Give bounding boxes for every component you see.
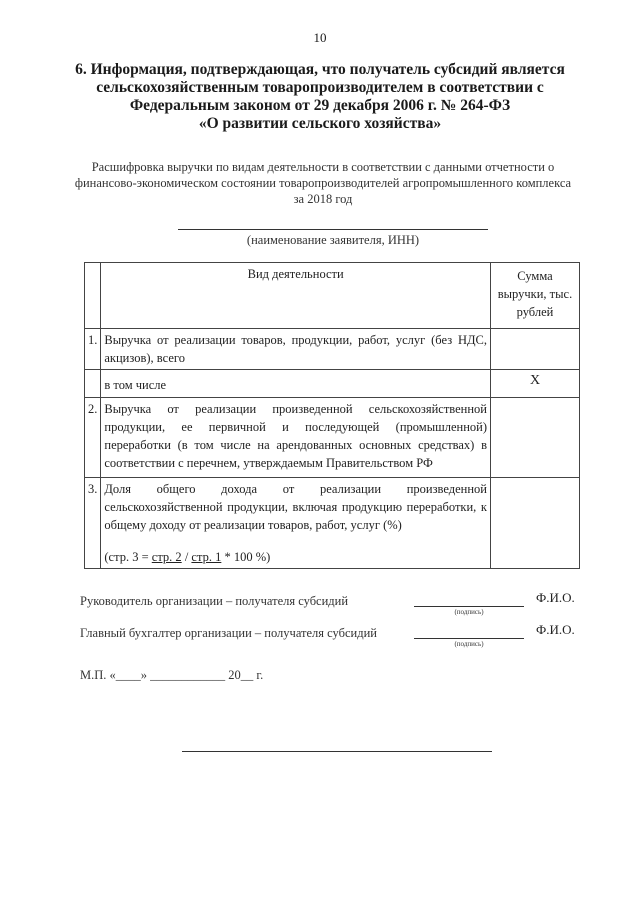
row-value-cell: Х (491, 370, 580, 398)
header-activity: Вид деятельности (101, 263, 491, 329)
table-row (85, 329, 580, 370)
signature-caption: (подпись) (454, 608, 484, 616)
subheading-line: за 2018 год (293, 192, 353, 206)
heading-line: «О развитии сельского хозяйства» (198, 115, 442, 132)
formula-separator: / (181, 550, 192, 564)
table-row (85, 478, 580, 569)
signature-line[interactable] (414, 638, 524, 639)
applicant-caption: (наименование заявителя, ИНН) (246, 233, 420, 247)
signature-fio: Ф.И.О. (536, 622, 575, 637)
heading-line: Федеральным законом от 29 декабря 2006 г. № 264-ФЗ (129, 97, 511, 114)
row-value-cell[interactable] (491, 329, 580, 370)
section-heading (60, 61, 580, 133)
bottom-line (182, 751, 492, 752)
table-header-row (85, 263, 580, 329)
row-text: в том числе (101, 370, 491, 398)
applicant-name-line[interactable] (178, 229, 488, 230)
signature-label: Главный бухгалтер организации – получателя субсидий (80, 626, 377, 640)
row-value-cell[interactable] (491, 398, 580, 478)
formula-suffix: * 100 %) (221, 550, 271, 564)
page-number: 10 (313, 30, 327, 45)
heading-line: 6. Информация, подтверждающая, что получатель субсидий является (75, 61, 565, 78)
row-number: 1. (85, 329, 101, 370)
signature-fio: Ф.И.О. (536, 590, 575, 605)
row-text-cell (101, 478, 491, 569)
row-text: Выручка от реализации товаров, продукции, работ, услуг (без НДС, акцизов), всего (101, 329, 491, 370)
row-text: Выручка от реализации произведенной сельскохозяйственной продукции, ее первичной и последующей (промышленной) переработки (в том числе на арендованных основных средствах) в соответствии с перечнем, утверждаемым Правительством РФ (101, 398, 491, 478)
row-number (85, 370, 101, 398)
row-number: 2. (85, 398, 101, 478)
row-text: Доля общего дохода от реализации произведенной сельскохозяйственной продукции, включая продукцию переработки, к общему доходу от реализации товаров, работ, услуг (%) (104, 482, 487, 532)
signature-label: Руководитель организации – получателя субсидий (80, 594, 349, 608)
header-num-cell (85, 263, 101, 329)
formula-ref-row2: стр. 2 (151, 550, 182, 564)
table-row (85, 398, 580, 478)
signature-line[interactable] (414, 606, 524, 607)
row-number: 3. (85, 478, 101, 569)
revenue-table (84, 262, 580, 569)
row-value-cell[interactable] (491, 478, 580, 569)
table-row (85, 370, 580, 398)
subheading-line: финансово-экономическом состоянии товаропроизводителей агропромышленного комплекса (74, 176, 572, 190)
subheading-line: Расшифровка выручки по видам деятельности в соответствии с данными отчетности о (91, 160, 555, 174)
formula-prefix: (стр. 3 = (104, 550, 152, 564)
header-sum: Сумма выручки, тыс. рублей (491, 263, 580, 329)
formula-ref-row1: стр. 1 (191, 550, 222, 564)
stamp-date-row[interactable]: М.П. «____» ____________ 20__ г. (80, 668, 264, 682)
signature-caption: (подпись) (454, 640, 484, 648)
heading-line: сельскохозяйственным товаропроизводителем в соответствии с (96, 79, 544, 96)
formula (104, 548, 487, 566)
revenue-breakdown-caption (68, 159, 578, 207)
